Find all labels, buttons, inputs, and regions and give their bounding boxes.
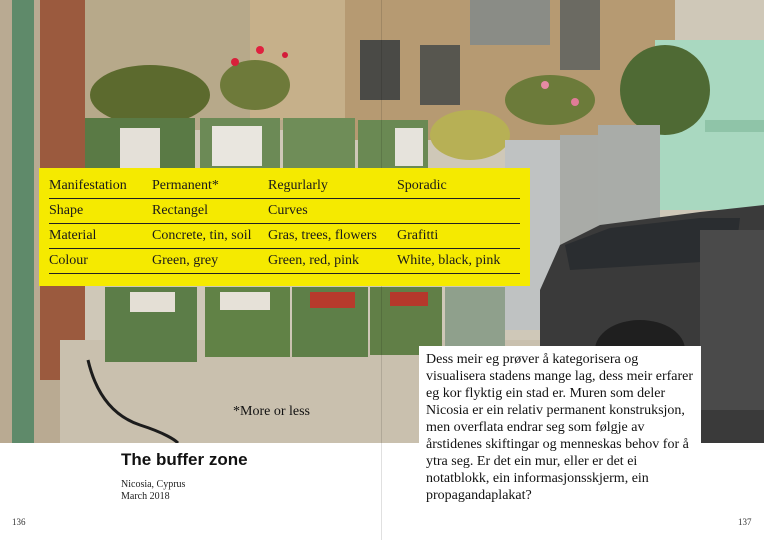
page-number-left: 136 [12, 517, 26, 527]
table-cell: Regurlarly [268, 174, 397, 199]
body-paragraph: Dess meir eg prøver å kategorisera og visualisera stadens mange lag, dess meir erfarer eg kor flyktig ein stad er. Muren som deler Nicosia er ein relativ permanent konstruksjon, men overflata endrar seg som følgje av årstidenes skiftingar og menneskas behov for å ytra seg. Er det ein mur, eller er det ei notatblokk, ein informasjonsskjerm, ein propagandaplakat? [426, 352, 694, 503]
caption-date: March 2018 [121, 491, 170, 502]
table-row [49, 249, 520, 274]
footnote: *More or less [233, 404, 310, 419]
table-cell: White, black, pink [397, 249, 520, 274]
table-cell: Green, grey [152, 249, 268, 274]
table-cell: Green, red, pink [268, 249, 397, 274]
table-cell: Rectangel [152, 199, 268, 224]
caption-title: The buffer zone [121, 450, 248, 469]
table-cell: Sporadic [397, 174, 520, 199]
table-cell: Concrete, tin, soil [152, 224, 268, 249]
body-text-box [419, 346, 701, 518]
table-cell: Curves [268, 199, 397, 224]
table-row [49, 199, 520, 224]
caption-place-date [121, 479, 185, 503]
table-row [49, 224, 520, 249]
table-cell [397, 199, 520, 224]
caption-place: Nicosia, Cyprus [121, 479, 186, 490]
table-cell: Gras, trees, flowers [268, 224, 397, 249]
table-cell: Material [49, 224, 152, 249]
table-cell: Grafitti [397, 224, 520, 249]
table-row [49, 174, 520, 199]
page-number-right: 137 [738, 517, 752, 527]
table-cell: Manifestation [49, 174, 152, 199]
category-table-panel [39, 168, 530, 286]
category-table [49, 174, 520, 274]
table-cell: Colour [49, 249, 152, 274]
table-cell: Permanent* [152, 174, 268, 199]
table-cell: Shape [49, 199, 152, 224]
